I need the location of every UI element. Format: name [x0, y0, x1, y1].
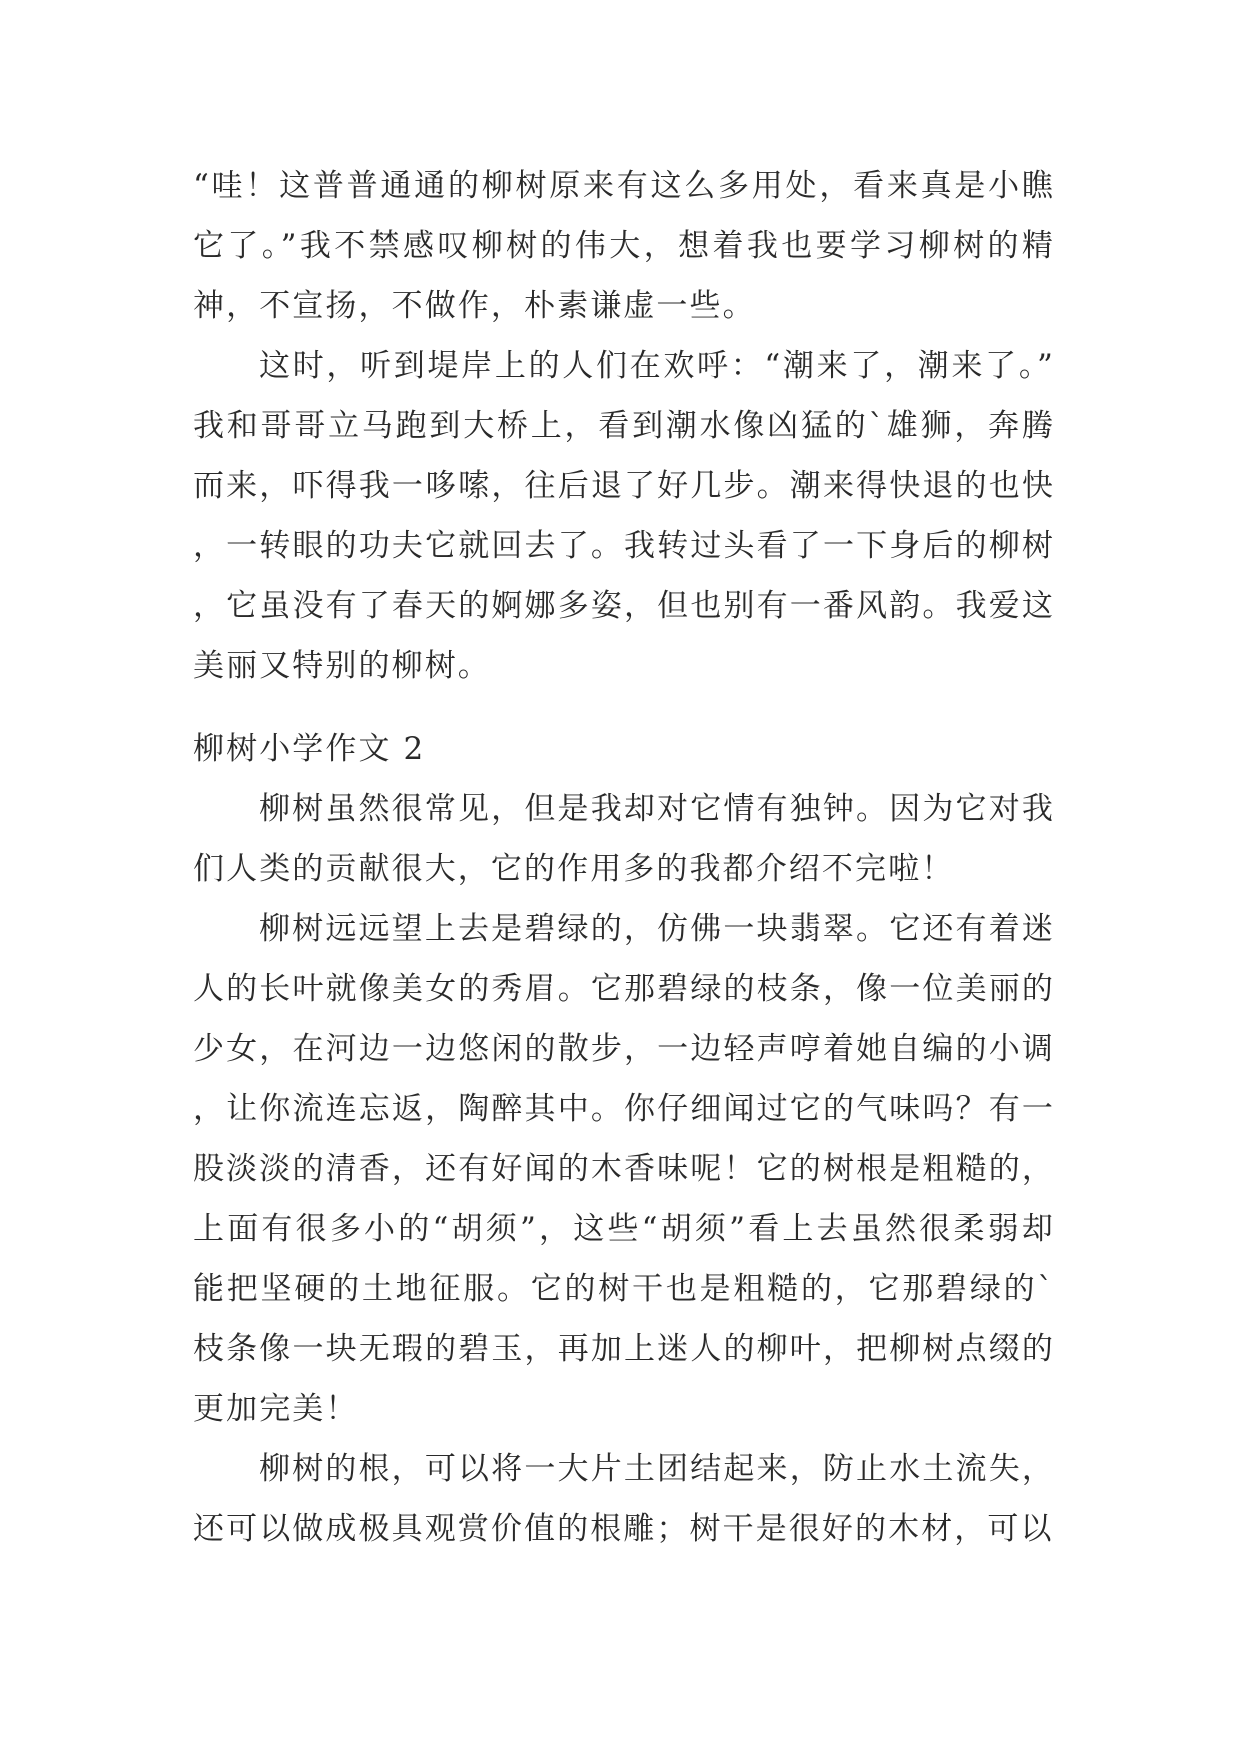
section-body — [193, 779, 1055, 1559]
paragraph: 柳树的根，可以将一大片土团结起来，防止水土流失，还可以做成极具观赏价值的根雕；树干是很好的木材，可以 — [193, 1451, 1055, 1547]
paragraph: 柳树虽然很常见，但是我却对它情有独钟。因为它对我们人类的贡献很大，它的作用多的我都介绍不完啦！ — [193, 791, 1055, 887]
section-title: 柳树小学作文 2 — [193, 731, 426, 767]
paragraph: 柳树远远望上去是碧绿的，仿佛一块翡翠。它还有着迷人的长叶就像美女的秀眉。它那碧绿的枝条，像一位美丽的少女，在河边一边悠闲的散步，一边轻声哼着她自编的小调，让你流连忘返，陶醉其中。你仔细闻过它的气味吗？有一股淡淡的清香，还有好闻的木香味呢！它的树根是粗糙的，上面有很多小的“胡须”，这些“胡须”看上去虽然很柔弱却能把坚硬的土地征服。它的树干也是粗糙的，它那碧绿的`枝条像一块无瑕的碧玉，再加上迷人的柳叶，把柳树点缀的更加完美！ — [193, 911, 1055, 1427]
paragraph: “哇！这普普通通的柳树原来有这么多用处，看来真是小瞧它了。”我不禁感叹柳树的伟大，想着我也要学习柳树的精神，不宣扬，不做作，朴素谦虚一些。 — [193, 168, 1055, 324]
section-heading-block — [193, 719, 1055, 779]
continued-text — [193, 156, 1055, 696]
paragraph: 这时，听到堤岸上的人们在欢呼：“潮来了，潮来了。”我和哥哥立马跑到大桥上，看到潮水像凶猛的`雄狮，奔腾而来，吓得我一哆嗦，往后退了好几步。潮来得快退的也快，一转眼的功夫它就回去了。我转过头看了一下身后的柳树，它虽没有了春天的婀娜多姿，但也别有一番风韵。我爱这美丽又特别的柳树。 — [193, 348, 1055, 684]
